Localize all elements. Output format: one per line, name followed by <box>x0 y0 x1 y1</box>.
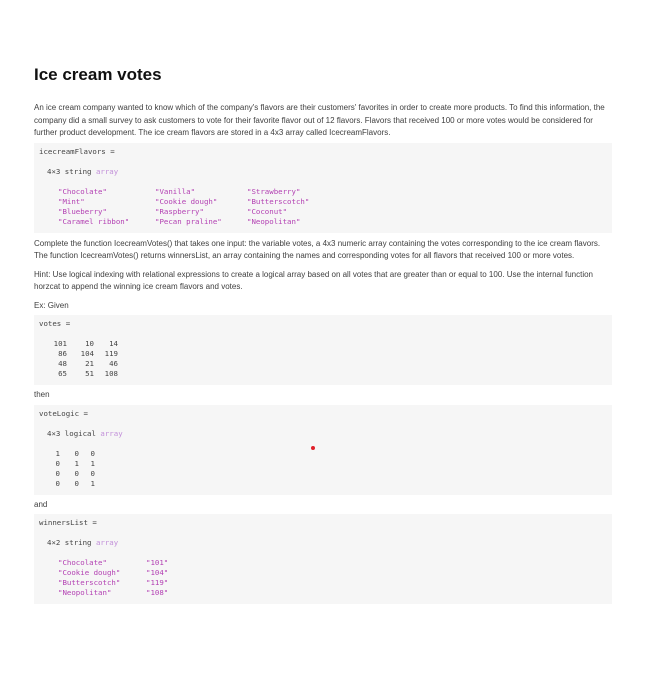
then-label: then <box>34 390 50 399</box>
votes-code-block <box>34 315 612 385</box>
cursor-dot <box>311 446 315 450</box>
page-title: Ice cream votes <box>34 65 162 84</box>
flavors-row: "Caramel ribbon" "Pecan praline" "Neopolitan" <box>58 216 301 226</box>
vote-logic-header: voteLogic = <box>39 408 88 418</box>
problem-page <box>34 62 612 604</box>
winners-list-row: "Cookie dough" "104" <box>58 568 169 577</box>
flavors-header: icecreamFlavors = <box>39 146 115 156</box>
winners-list-row: "Butterscotch" "119" <box>58 578 169 587</box>
flavors-row: "Blueberry" "Raspberry" "Coconut" <box>58 206 288 216</box>
intro-paragraph: An ice cream company wanted to know which of the company's flavors are their customers' favorites in order to create more products. To find this information, the company did a small survey to ask customers to vote for their favorite flavor out of 12 flavors. Flavors that received 100 or more votes would be considered for further product development. The ice cream flavors are stored in a 4x3 array called IcecreamFlavors. <box>34 103 605 137</box>
winners-list-code-block <box>34 514 612 604</box>
flavors-type-line: 4×3 string array <box>47 166 119 176</box>
flavors-code-block <box>34 143 612 233</box>
hint-paragraph: Hint: Use logical indexing with relational expressions to create a logical array based on all votes that are greater than or equal to 100. Use the internal function horzcat to append the winning ice cream flavors and votes. <box>34 269 593 291</box>
vote-logic-type-line: 4×3 logical array <box>47 428 123 438</box>
and-label: and <box>34 499 48 509</box>
winners-list-header: winnersList = <box>39 518 97 527</box>
votes-row: 65 51 108 <box>58 369 118 378</box>
example-label: Ex: Given <box>34 300 69 310</box>
task-paragraph: Complete the function IcecreamVotes() that takes one input: the variable votes, a 4x3 numeric array containing the votes corresponding to the ice cream flavors. The function IcecreamVotes() returns winnersList, an array containing the names and corresponding votes for all flavors that received 100 or more votes. <box>34 238 601 260</box>
vote-logic-row: 0 0 0 <box>55 468 95 478</box>
flavors-row: "Chocolate" "Vanilla" "Strawberry" <box>58 186 301 196</box>
votes-row: 86 104 119 <box>58 349 118 358</box>
votes-header: votes = <box>39 319 71 328</box>
vote-logic-row: 0 0 1 <box>55 478 95 488</box>
winners-list-type-line: 4×2 string array <box>47 538 119 547</box>
vote-logic-code-block <box>34 405 612 495</box>
vote-logic-row: 1 0 0 <box>55 448 95 458</box>
votes-row: 48 21 46 <box>58 359 118 368</box>
votes-row: 101 10 14 <box>53 339 118 348</box>
flavors-row: "Mint" "Cookie dough" "Butterscotch" <box>58 196 310 206</box>
winners-list-row: "Neopolitan" "108" <box>58 588 169 597</box>
winners-list-row: "Chocolate" "101" <box>58 558 169 567</box>
vote-logic-row: 0 1 1 <box>55 458 95 468</box>
